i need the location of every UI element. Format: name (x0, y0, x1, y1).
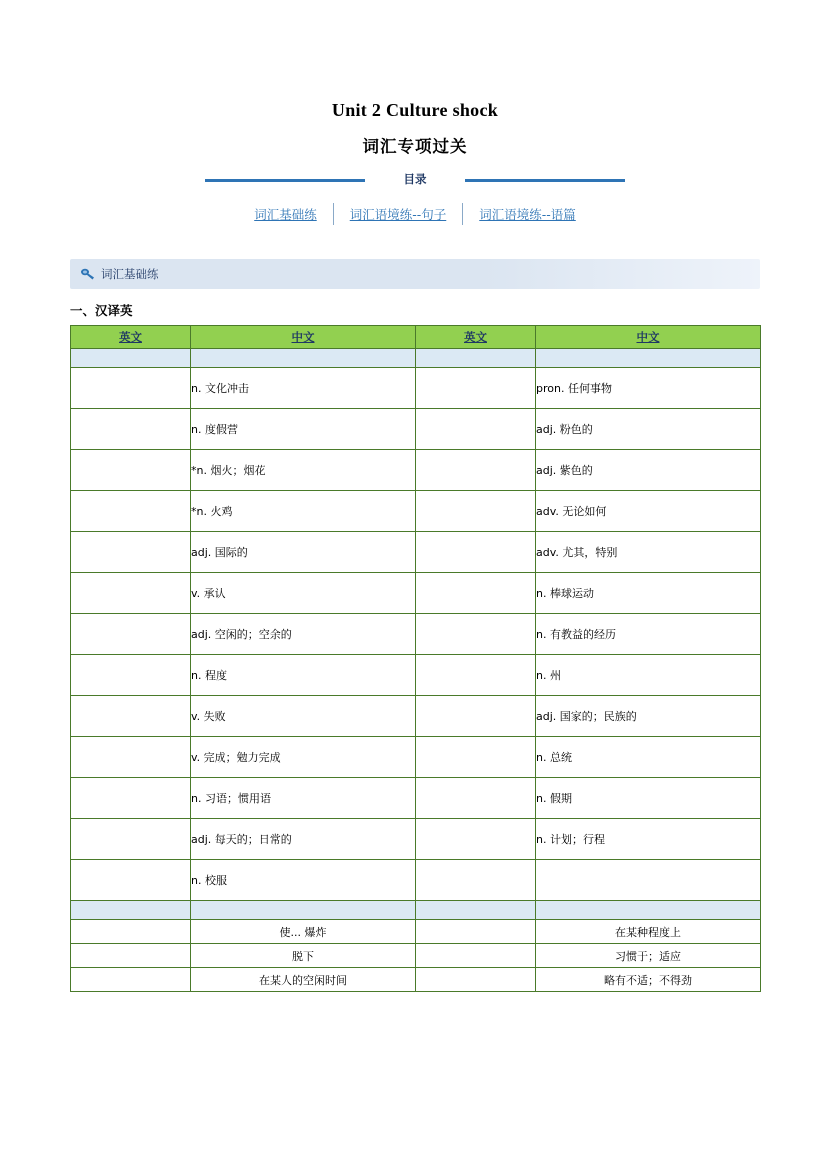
vocab-table (70, 325, 761, 992)
table-row (71, 737, 761, 778)
meaning-cn: v. 完成；勉力完成 (191, 737, 416, 778)
answer-blank-en[interactable] (416, 920, 536, 944)
answer-blank-en[interactable] (416, 778, 536, 819)
answer-blank-en[interactable] (416, 368, 536, 409)
meaning-cn: *n. 火鸡 (191, 491, 416, 532)
table-row (71, 819, 761, 860)
meaning-cn: adv. 无论如何 (536, 491, 761, 532)
meaning-cn: adj. 紫色的 (536, 450, 761, 491)
answer-blank-en[interactable] (416, 409, 536, 450)
toc-link-basic[interactable]: 词汇基础练 (254, 207, 317, 222)
meaning-cn: pron. 任何事物 (536, 368, 761, 409)
toc-rule-right (465, 179, 625, 182)
meaning-cn: v. 失败 (191, 696, 416, 737)
column-header-en-2: 英文 (416, 326, 536, 349)
answer-blank-en[interactable] (71, 968, 191, 992)
meaning-cn: n. 计划；行程 (536, 819, 761, 860)
answer-blank-en[interactable] (71, 614, 191, 655)
answer-blank-en[interactable] (71, 737, 191, 778)
phrase-cn: 在某种程度上 (536, 920, 761, 944)
table-row (71, 573, 761, 614)
answer-blank-en[interactable] (71, 944, 191, 968)
meaning-cn: adj. 国际的 (191, 532, 416, 573)
page-subtitle: 词汇专项过关 (362, 137, 468, 156)
meaning-cn: adj. 空闲的；空余的 (191, 614, 416, 655)
page-title: Unit 2 Culture shock (331, 100, 499, 120)
meaning-cn: n. 程度 (191, 655, 416, 696)
answer-blank-en[interactable] (71, 532, 191, 573)
answer-blank-en[interactable] (416, 532, 536, 573)
column-header-en-1: 英文 (71, 326, 191, 349)
table-row (71, 532, 761, 573)
table-row (71, 409, 761, 450)
table-spacer-row (71, 349, 761, 368)
meaning-cn: adj. 每天的；日常的 (191, 819, 416, 860)
meaning-cn: n. 度假营 (191, 409, 416, 450)
meaning-cn: n. 棒球运动 (536, 573, 761, 614)
table-header-row (71, 326, 761, 349)
table-row (71, 491, 761, 532)
meaning-cn (536, 860, 761, 901)
column-header-cn-2: 中文 (536, 326, 761, 349)
meaning-cn: n. 习语；惯用语 (191, 778, 416, 819)
phrase-cn: 略有不适；不得劲 (536, 968, 761, 992)
pen-icon (80, 266, 96, 282)
toc-divider (205, 171, 625, 189)
answer-blank-en[interactable] (416, 944, 536, 968)
answer-blank-en[interactable] (71, 655, 191, 696)
table-spacer-row (71, 901, 761, 920)
answer-blank-en[interactable] (416, 450, 536, 491)
table-row (71, 450, 761, 491)
answer-blank-en[interactable] (71, 860, 191, 901)
answer-blank-en[interactable] (416, 614, 536, 655)
answer-blank-en[interactable] (71, 368, 191, 409)
answer-blank-en[interactable] (416, 968, 536, 992)
table-of-contents (205, 171, 625, 225)
table-row (71, 655, 761, 696)
phrase-cn: 在某人的空闲时间 (191, 968, 416, 992)
answer-blank-en[interactable] (71, 778, 191, 819)
table-row (71, 778, 761, 819)
answer-blank-en[interactable] (416, 491, 536, 532)
answer-blank-en[interactable] (416, 860, 536, 901)
answer-blank-en[interactable] (416, 655, 536, 696)
answer-blank-en[interactable] (71, 491, 191, 532)
table-row (71, 368, 761, 409)
answer-blank-en[interactable] (71, 920, 191, 944)
phrase-cn: 习惯于；适应 (536, 944, 761, 968)
table-row (71, 920, 761, 944)
meaning-cn: n. 校服 (191, 860, 416, 901)
toc-link-sentence[interactable]: 词汇语境练--句子 (349, 207, 447, 222)
answer-blank-en[interactable] (71, 573, 191, 614)
table-row (71, 968, 761, 992)
answer-blank-en[interactable] (71, 696, 191, 737)
meaning-cn: adv. 尤其，特别 (536, 532, 761, 573)
meaning-cn: n. 总统 (536, 737, 761, 778)
table-row (71, 860, 761, 901)
answer-blank-en[interactable] (416, 737, 536, 778)
answer-blank-en[interactable] (416, 819, 536, 860)
meaning-cn: n. 州 (536, 655, 761, 696)
meaning-cn: *n. 烟火；烟花 (191, 450, 416, 491)
table-row (71, 944, 761, 968)
answer-blank-en[interactable] (71, 409, 191, 450)
phrase-cn: 脱下 (191, 944, 416, 968)
answer-blank-en[interactable] (416, 696, 536, 737)
meaning-cn: n. 假期 (536, 778, 761, 819)
section-banner (70, 259, 760, 289)
answer-blank-en[interactable] (416, 573, 536, 614)
toc-label: 目录 (398, 171, 433, 187)
meaning-cn: v. 承认 (191, 573, 416, 614)
table-row (71, 614, 761, 655)
toc-links (205, 203, 625, 225)
phrase-cn: 使... 爆炸 (191, 920, 416, 944)
answer-blank-en[interactable] (71, 819, 191, 860)
toc-link-passage[interactable]: 词汇语境练--语篇 (479, 207, 576, 222)
meaning-cn: n. 文化冲击 (191, 368, 416, 409)
sub-heading: 一、汉译英 (70, 303, 133, 318)
table-row (71, 696, 761, 737)
meaning-cn: n. 有教益的经历 (536, 614, 761, 655)
meaning-cn: adj. 国家的；民族的 (536, 696, 761, 737)
column-header-cn-1: 中文 (191, 326, 416, 349)
toc-rule-left (205, 179, 365, 182)
meaning-cn: adj. 粉色的 (536, 409, 761, 450)
document-content (70, 100, 760, 992)
section-banner-label: 词汇基础练 (101, 267, 159, 281)
answer-blank-en[interactable] (71, 450, 191, 491)
